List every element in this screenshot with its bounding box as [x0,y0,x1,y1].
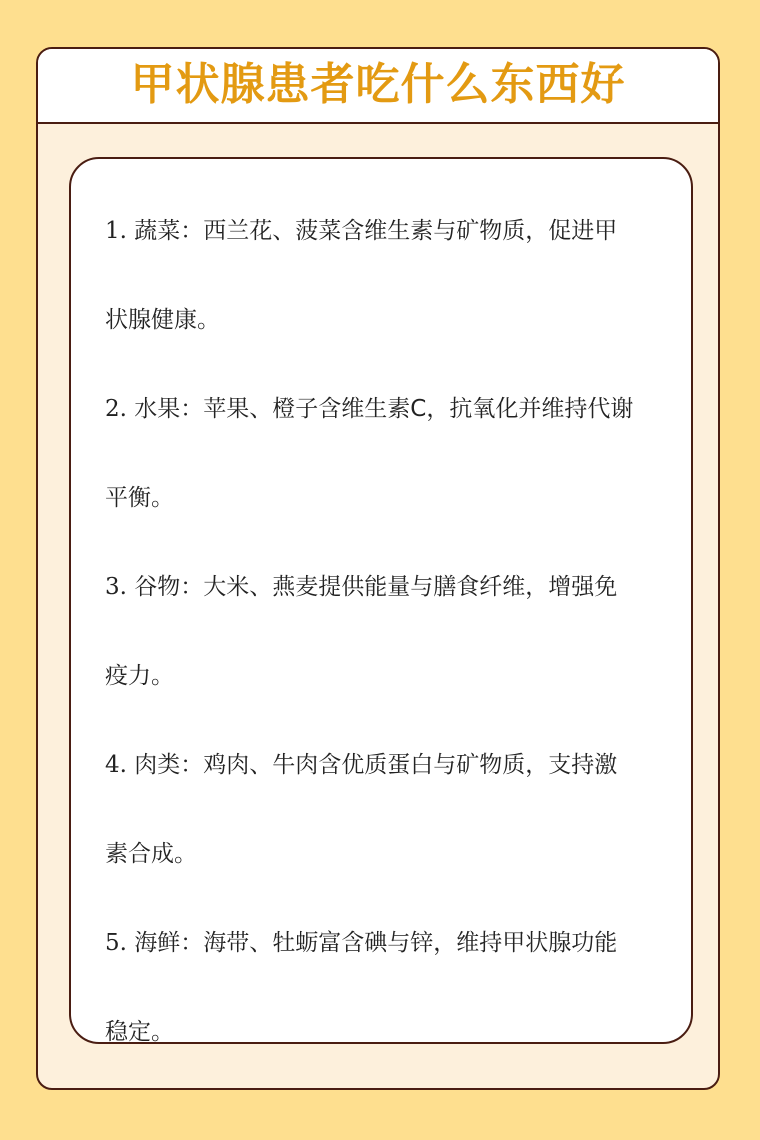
item-text: 肉类：鸡肉、牛肉含优质蛋白与矿物质，支持激 [134,752,618,778]
list-item-line [105,365,673,454]
item-text: 谷物：大米、燕麦提供能量与膳食纤维，增强免 [134,574,618,600]
list-item-line [105,543,673,632]
item-number: 3. [105,574,127,600]
list-item-line: 平衡。 [105,485,174,511]
list-item-line [105,899,673,988]
item-text: 蔬菜：西兰花、菠菜含维生素与矿物质，促进甲 [134,218,618,244]
page-title: 甲状腺患者吃什么东西好 [130,58,626,110]
item-number: 5. [105,930,127,956]
content-box [69,157,693,1044]
list-item-line: 素合成。 [105,841,197,867]
item-number: 1. [105,218,127,244]
item-text: 水果：苹果、橙子含维生素C，抗氧化并维持代谢 [134,396,634,422]
item-number: 4. [105,752,127,778]
list-item-line: 疫力。 [105,663,174,689]
info-card [36,47,720,1090]
item-number: 2. [105,396,127,422]
list-item-line [105,721,673,810]
list-item-line [105,187,673,276]
list-item-line: 状腺健康。 [105,307,220,333]
card-header [38,49,718,124]
list-item-line: 稳定。 [105,1019,174,1045]
item-text: 海鲜：海带、牡蛎富含碘与锌，维持甲状腺功能 [134,930,618,956]
